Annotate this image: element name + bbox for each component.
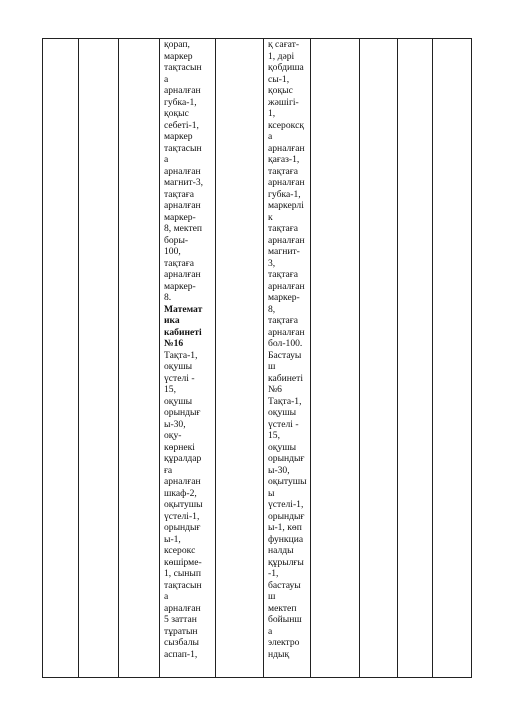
text-line: функциа [268, 533, 304, 545]
text-line: орындығ [164, 522, 201, 533]
text-line: -1, [268, 568, 279, 579]
table-cell-equipment-list-2 [264, 39, 311, 678]
text-line: тақтасын [164, 62, 202, 73]
text-line: қағаз-1, [268, 154, 300, 165]
text-line: кабинеті [164, 326, 202, 338]
text-line: оқушы [268, 407, 297, 418]
text-line: 5 заттан [164, 614, 197, 625]
text-line: үстелі - [268, 418, 299, 430]
text-line: тақтаға [268, 269, 298, 280]
text-line: арналған [164, 476, 201, 487]
text-line: маркер [164, 50, 193, 62]
text-line: 15, [164, 384, 176, 395]
text-line: қобдиша [268, 62, 304, 73]
text-line: губка-1, [268, 188, 301, 200]
text-line: ы-1, [164, 533, 181, 545]
text-line: тақтаға [164, 257, 194, 269]
text-line: налды [268, 545, 294, 556]
text-line: Бастауы [268, 349, 302, 361]
text-line: маркер [164, 131, 193, 142]
text-line: тақтаға [268, 223, 298, 234]
text-line: 15, [268, 430, 280, 441]
text-line: 1, [268, 108, 276, 119]
text-line: 1, сынып [164, 568, 202, 579]
text-line: а [268, 625, 273, 637]
text-line: арналған [268, 142, 305, 154]
table-cell-equipment-list-1 [160, 39, 216, 678]
text-line: Тақта-1, [164, 349, 198, 361]
text-line: кабинеті [268, 372, 304, 384]
table-cell-8 [360, 39, 398, 678]
text-line: ксероксқ [268, 119, 304, 131]
text-line: оқушы [268, 441, 297, 453]
text-line: 8, [268, 303, 276, 315]
text-line: оқушы [164, 361, 193, 372]
text-line: а [268, 131, 273, 142]
text-line: мектеп [268, 602, 297, 614]
text-line: қ сағат- [268, 39, 300, 50]
text-line: а [164, 591, 169, 602]
text-line: шкаф-2, [164, 487, 197, 499]
equipment-list-text-1 [160, 39, 215, 660]
text-line: ға [164, 464, 173, 476]
text-line: ндық [268, 648, 290, 660]
text-line: тұратын [164, 625, 198, 637]
text-line: жәшігі- [268, 96, 299, 108]
text-line: ы-30, [164, 418, 186, 430]
text-line: үстелі-1, [268, 499, 304, 510]
text-line: бастауы [268, 579, 301, 591]
text-line: үстелі-1, [164, 510, 200, 522]
text-line: ы [268, 487, 275, 499]
text-line: көрнекі [164, 441, 195, 453]
table-cell-9 [398, 39, 433, 678]
table-cell-2 [79, 39, 119, 678]
text-line: оқытушы [164, 499, 203, 510]
text-line: үстелі - [164, 372, 195, 384]
text-line: 100, [164, 246, 181, 257]
text-line: арналған [268, 234, 305, 246]
text-line: а [164, 73, 169, 85]
text-line: ы-30, [268, 464, 290, 476]
text-line: 1, дәрі [268, 50, 295, 62]
text-line: ш [268, 591, 276, 602]
text-line: арналған [268, 280, 305, 292]
text-line: тақтаға [268, 315, 298, 326]
table-cell-3 [119, 39, 160, 678]
text-line: құралдар [164, 453, 202, 464]
text-line: маркерлі [268, 200, 304, 211]
text-line: сы-1, [268, 73, 290, 85]
text-line: арналған [164, 85, 201, 96]
text-line: себеті-1, [164, 119, 199, 131]
text-line: маркер- [268, 292, 300, 303]
text-line: губка-1, [164, 96, 197, 108]
equipment-list-text-2 [264, 39, 310, 660]
text-line: оқушы [164, 395, 193, 407]
text-line: маркер- [164, 211, 196, 223]
text-line: Тақта-1, [268, 395, 302, 407]
text-line: 3, [268, 257, 276, 269]
text-line: ш [268, 361, 276, 372]
text-line: орындығ [268, 453, 305, 464]
text-line: орындығ [268, 510, 305, 522]
table-cell-5 [216, 39, 264, 678]
text-line: сызбалы [164, 637, 199, 648]
text-line: Математ [164, 303, 203, 315]
text-line: ы-1, көп [268, 522, 302, 533]
text-line: электро [268, 637, 300, 648]
table-cell-1 [43, 39, 79, 678]
text-line: тақтаға [268, 165, 298, 177]
text-line: №16 [164, 338, 184, 349]
text-line: к [268, 211, 273, 223]
text-line: арналған [268, 177, 305, 188]
text-line: ика [164, 315, 180, 326]
text-line: көшірме- [164, 556, 202, 568]
text-line: тақтаға [164, 188, 194, 200]
text-line: қорап, [164, 39, 190, 50]
text-line: арналған [268, 326, 305, 338]
text-line: арналған [164, 602, 201, 614]
text-line: тақтасын [164, 142, 202, 154]
text-line: оқу- [164, 430, 182, 441]
text-line: бол-100. [268, 338, 303, 349]
text-line: құрылғы [268, 556, 304, 568]
text-line: ксерокс [164, 545, 196, 556]
table-cell-7 [311, 39, 360, 678]
text-line: арналған [164, 200, 201, 211]
equipment-table [42, 38, 472, 678]
text-line: аспап-1, [164, 648, 198, 660]
text-line: магнит- [268, 246, 300, 257]
text-line: оқытушы [268, 476, 307, 487]
text-line: №6 [268, 384, 282, 395]
table-row [43, 39, 472, 678]
text-line: арналған [164, 269, 201, 280]
text-line: қоқыс [268, 85, 293, 96]
text-line: қоқыс [164, 108, 189, 119]
text-line: маркер- [164, 280, 196, 292]
text-line: магнит-3, [164, 177, 204, 188]
text-line: орындығ [164, 407, 201, 418]
text-line: боры- [164, 234, 189, 246]
text-line: 8. [164, 292, 172, 303]
text-line: тақтасын [164, 579, 202, 591]
text-line: арналған [164, 165, 201, 177]
text-line: а [164, 154, 169, 165]
text-line: 8, мектеп [164, 223, 203, 234]
table-cell-10 [433, 39, 472, 678]
text-line: бойынш [268, 614, 302, 625]
